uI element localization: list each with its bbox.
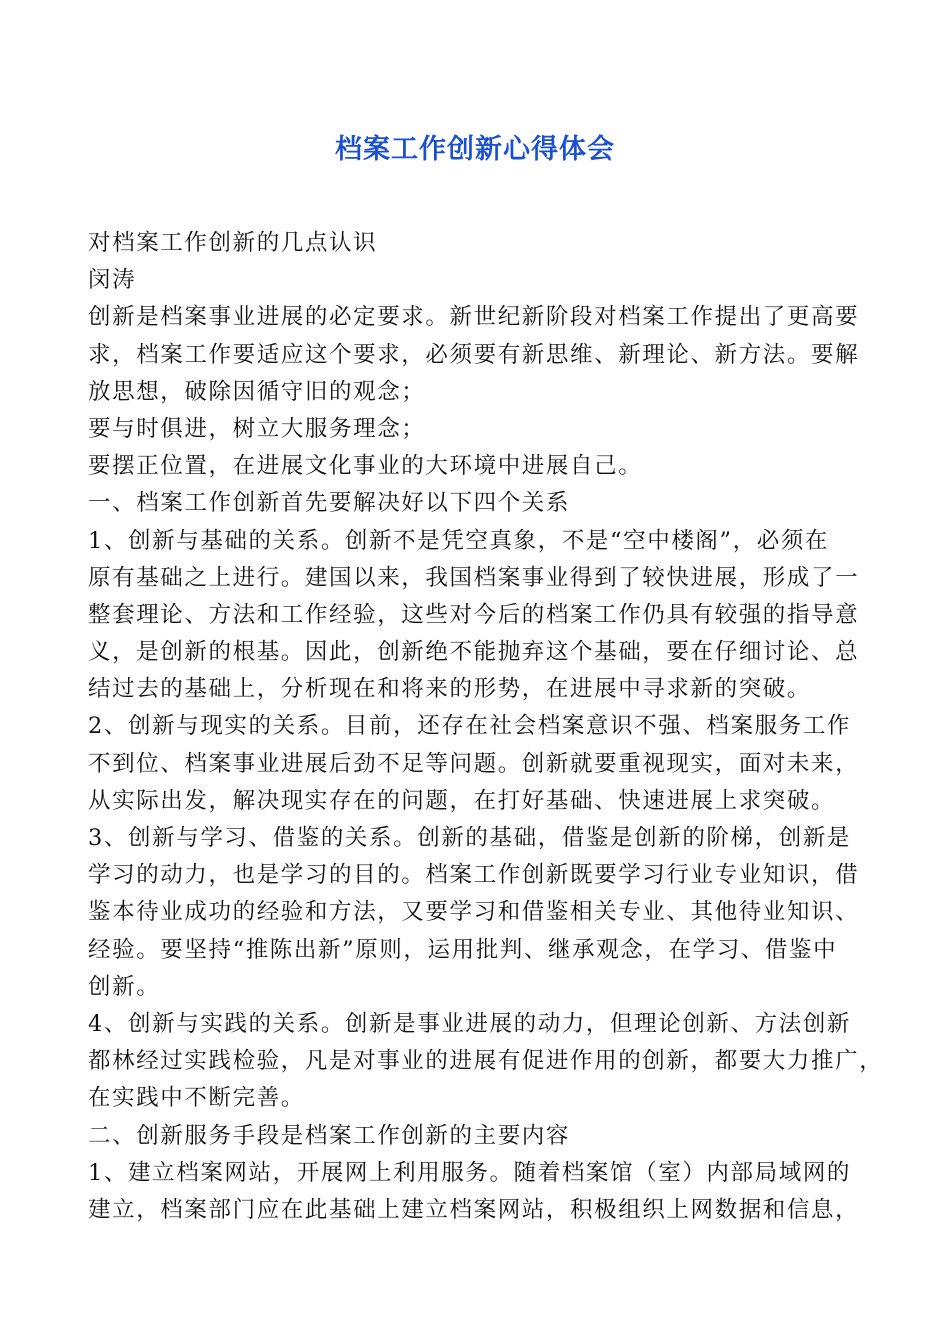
text-line: 结过去的基础上，分析现在和将来的形势，在进展中寻求新的突破。 <box>88 676 812 703</box>
text-line: 1、创新与基础的关系。创新不是凭空真象，不是“空中楼阁”，必须在 <box>88 527 830 554</box>
text-line: 从实际出发，解决现实存在的问题，在打好基础、快速进展上求突破。 <box>88 787 836 814</box>
text-line: 要与时俱进，树立大服务理念； <box>88 415 426 442</box>
text-line: 4、创新与实践的关系。创新是事业进展的动力，但理论创新、方法创新 <box>88 1010 852 1037</box>
text-line: 2、创新与现实的关系。目前，还存在社会档案意识不强、档案服务工作 <box>88 713 852 740</box>
text-line: 不到位、档案事业进展后劲不足等问题。创新就要重视现实，面对未来， <box>88 750 860 777</box>
text-line: 创新是档案事业进展的必定要求。新世纪新阶段对档案工作提出了更高要 <box>88 304 860 331</box>
text-line: 建立，档案部门应在此基础上建立档案网站，积极组织上网数据和信息， <box>88 1196 860 1223</box>
text-line: 二、创新服务手段是档案工作创新的主要内容 <box>88 1122 571 1149</box>
text-line: 要摆正位置，在进展文化事业的大环境中进展自己。 <box>88 453 643 480</box>
text-line: 求，档案工作要适应这个要求，必须要有新思维、新理论、新方法。要解 <box>88 341 860 368</box>
text-line: 1、建立档案网站，开展网上利用服务。随着档案馆（室）内部局域网的 <box>88 1159 852 1186</box>
text-line: 鉴本待业成功的经验和方法，又要学习和借鉴相关专业、其他待业知识、 <box>88 899 860 926</box>
document-body <box>88 225 884 1229</box>
text-line: 学习的动力，也是学习的目的。档案工作创新既要学习行业专业知识，借 <box>88 862 860 889</box>
text-line: 闵涛 <box>88 267 137 294</box>
text-line: 在实践中不断完善。 <box>88 1085 305 1112</box>
text-line: 创新。 <box>88 973 161 1000</box>
text-line: 原有基础之上进行。建国以来，我国档案事业得到了较快进展，形成了一 <box>88 564 860 591</box>
text-line: 3、创新与学习、借鉴的关系。创新的基础，借鉴是创新的阶梯，创新是 <box>88 825 852 851</box>
page-title: 档案工作创新心得体会 <box>335 134 615 165</box>
text-line: 放思想，破除因循守旧的观念； <box>88 378 426 405</box>
text-line: 整套理论、方法和工作经验，这些对今后的档案工作仍具有较强的指导意 <box>88 601 860 628</box>
text-line: 义，是创新的根基。因此，创新绝不能抛弃这个基础，要在仔细讨论、总 <box>88 639 860 666</box>
text-line: 对档案工作创新的几点认识 <box>88 230 378 256</box>
text-line: 都林经过实践检验，凡是对事业的进展有促进作用的创新，都要大力推广， <box>88 1048 884 1075</box>
text-line: 经验。要坚持“推陈出新”原则，运用批判、继承观念，在学习、借鉴中 <box>88 936 838 963</box>
text-line: 一、档案工作创新首先要解决好以下四个关系 <box>88 490 571 517</box>
